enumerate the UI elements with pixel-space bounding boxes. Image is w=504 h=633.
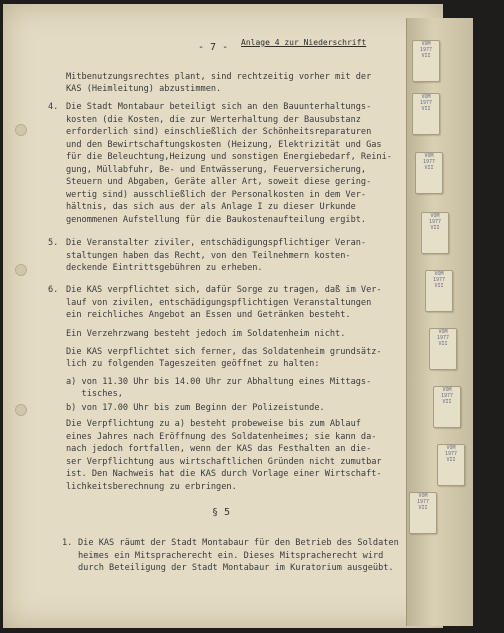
index-tab[interactable]: VOM 1977 VII: [415, 152, 443, 194]
text-line: ser Verpflichtung aus wirtschaftlichen Gründen nicht zumutbar: [66, 457, 382, 467]
text-line: genommenen Aufstellung für die Baukostenaufteilung ergibt.: [66, 215, 367, 225]
text-line: Die KAS verpflichtet sich ferner, das Soldatenheim grundsätz-: [66, 347, 382, 357]
section-heading: § 5: [212, 507, 231, 518]
text-line: lichkeitsberechnung zu erbringen.: [66, 482, 237, 492]
text-line: Die KAS verpflichtet sich, dafür Sorge zu tragen, daß im Ver-: [66, 285, 382, 295]
text-line: Die KAS räumt der Stadt Montabaur für den Betrieb des Soldaten: [78, 538, 399, 548]
text-line: Die Veranstalter ziviler, entschädigungspflichtiger Veran-: [66, 238, 367, 248]
index-tab[interactable]: VOM 1977 VII: [412, 40, 440, 82]
text-line: lauf von zivilen, entschädigungspflichtigen Veranstaltungen: [66, 298, 372, 308]
punch-hole: [15, 404, 27, 416]
text-line: lich zu folgenden Tageszeiten geöffnet zu halten:: [66, 359, 320, 369]
text-line: ist. Den Nachweis hat die KAS durch Vorlage einer Wirtschaft-: [66, 469, 382, 479]
punch-hole: [15, 124, 27, 136]
text-line: Steuern und Abgaben, Geräte aller Art, soweit diese gering-: [66, 177, 372, 187]
text-line: eines Jahres nach Eröffnung des Soldatenheimes; sie kann da-: [66, 432, 377, 442]
text-line: Die Verpflichtung zu a) besteht probeweise bis zum Ablauf: [66, 419, 361, 429]
text-line: Die Stadt Montabaur beteiligt sich an den Bauunterhaltungs-: [66, 102, 372, 112]
index-tab[interactable]: VOM 1977 VII: [429, 328, 457, 370]
text-line: kosten (die Kosten, die zur Werterhaltung der Bausubstanz: [66, 115, 361, 125]
attachment-label: Anlage 4 zur Niederschrift: [241, 38, 367, 47]
document-page: [3, 4, 443, 628]
index-tab[interactable]: VOM 1977 VII: [437, 444, 465, 486]
index-tab[interactable]: VOM 1977 VII: [412, 93, 440, 135]
index-tab[interactable]: VOM 1977 VII: [421, 212, 449, 254]
text-line: durch Beteiligung der Stadt Montabaur im Kuratorium ausgeübt.: [78, 563, 394, 573]
text-line: nach jedoch fortfallen, wenn der KAS das Festhalten an die-: [66, 444, 372, 454]
text-line: heimes ein Mitspracherecht ein. Dieses Mitspracherecht wird: [78, 551, 384, 561]
item-number: 5.: [48, 238, 59, 248]
text-line: b) von 17.00 Uhr bis zum Beginn der Polizeistunde.: [66, 403, 325, 413]
text-line: gung, Müllabfuhr, Be- und Entwässerung, Feuerversicherung,: [66, 165, 367, 175]
text-line: tisches,: [66, 389, 123, 399]
text-line: hältnis, das sich aus der als Anlage I zu dieser Urkunde: [66, 202, 356, 212]
index-tab[interactable]: VOM 1977 VII: [425, 270, 453, 312]
item-number: 4.: [48, 102, 59, 112]
text-line: wertig sind) ausschließlich der Personalkosten in dem Ver-: [66, 190, 367, 200]
text-line: deckende Eintrittsgebühren zu erheben.: [66, 263, 263, 273]
text-line: a) von 11.30 Uhr bis 14.00 Uhr zur Abhaltung eines Mittags-: [66, 377, 372, 387]
punch-hole: [15, 264, 27, 276]
text-line: ein reichliches Angebot an Essen und Getränken besteht.: [66, 310, 351, 320]
text-line: für die Beleuchtung,Heizung und sonstigen Energiebedarf, Reini-: [66, 152, 392, 162]
index-tab[interactable]: VOM 1977 VII: [433, 386, 461, 428]
item-number: 6.: [48, 285, 59, 295]
text-line: KAS (Heimleitung) abzustimmen.: [66, 84, 222, 94]
item-number: 1.: [62, 538, 73, 548]
text-line: staltungen haben das Recht, von den Teilnehmern kosten-: [66, 251, 351, 261]
index-tab-strip: [406, 18, 473, 626]
page-number: - 7 -: [198, 42, 229, 53]
text-line: Mitbenutzungsrechtes plant, sind rechtzeitig vorher mit der: [66, 72, 372, 82]
index-tab[interactable]: VOM 1977 VII: [409, 492, 437, 534]
text-line: und den Bewirtschaftungskosten (Heizung, Elektrizität und Gas: [66, 140, 382, 150]
text-line: Ein Verzehrzwang besteht jedoch im Soldatenheim nicht.: [66, 329, 346, 339]
text-line: erforderlich sind) einschließlich der Schönheitsreparaturen: [66, 127, 372, 137]
